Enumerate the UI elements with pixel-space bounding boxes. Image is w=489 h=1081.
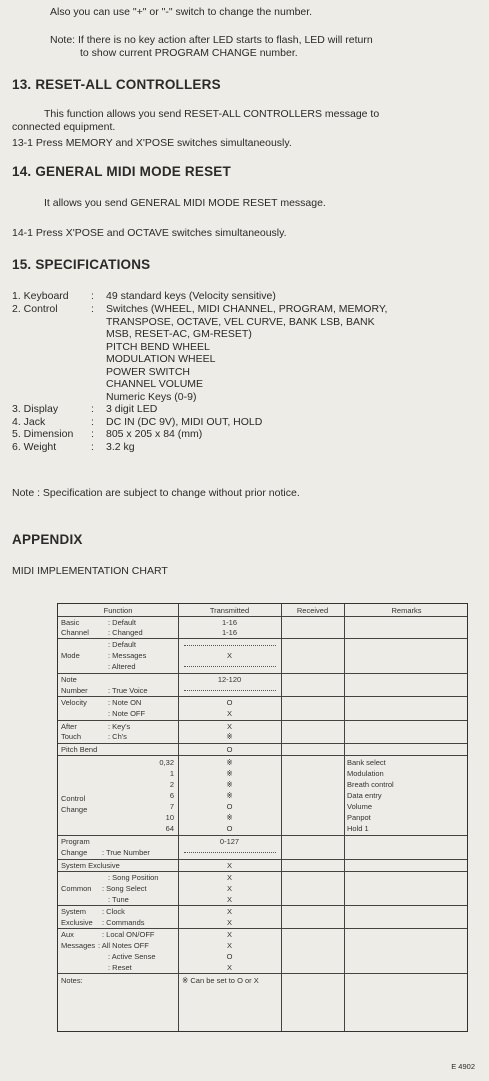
manual-page: Also you can use "+" or "-" switch to change the number. Note: If there is no key action after LED starts to flash, LED will return to show current PROGRAM CHANGE number. 13. RESET-ALL CONTROLLERS This function allows you send RESET-ALL CONTROLLERS message to connected equipment. 13-1 Press MEMORY and X'POSE switches simultaneously. 14. GENERAL MIDI MODE RESET It allows you send GENERAL MIDI MODE RESET message. 14-1 Press X'POSE and OCTAVE switches simultaneously. 15. SPECIFICATIONS 1. Keyboard : 49 standard keys (Velocity sensitive) 2. Control : Switches (WHEEL, MIDI CHANNEL, PROGRAM, MEMORY, TRANSPOSE, OCTAVE, VEL CURVE, BANK LSB, BANK MSB, RESET-AC, GM-RESET) PITCH BEND WHEEL MODULATION WHEEL POWER SWITCH CHANNEL VOLUME Numeric Keys (0-9) 3. Display : 3 digit LED 4. Jack : DC IN (DC 9V), MIDI OUT, HOLD 5. Dimension : 805 x 205 x 84 (mm) 6. Weight : 3.2 kg Note : Specification are subject to change without prior notice. APPENDIX MIDI IMPLEMENTATION CHART Function Transmitted Received Remarks Basic Channel : Default : Changed 1-16 1-16 : Default Mode : Messages : Altered X Note Number : True Voice 12-120 Velocity : Note ON : Note OFF O X After Touch : Key's : Ch's X ※ Pitch Bend O Control Change 0,32 ※ Bank select 1 ※ Modulation 2 ※ Breath control 6 ※ Data entry 7 O Volume 10 ※ Panpot 64 O Hold 1 Program Change : True Number 0-127 System Exclusive X : Song Position Common : Song Select : Tune X X X System : Clock Exclusive : Commands X X Aux : Local ON/OFF Messages : All Notes OFF : Active Sense : Reset X X O X Notes: ※ Can be set to O or X E 4902: [12, 6, 475, 1071]
row-divider: [58, 859, 467, 860]
cc-number: 7: [169, 802, 174, 811]
dotted-fill: [184, 666, 276, 667]
velocity-on-value: O: [226, 698, 233, 707]
after-label: After: [61, 722, 77, 731]
realtime-value: X: [226, 918, 232, 927]
sys-exclusive-label: System Exclusive: [61, 861, 120, 870]
section13-step: 13-1 Press MEMORY and X'POSE switches simultaneously.: [12, 137, 292, 149]
dotted-fill: [184, 690, 276, 691]
control-label: Control: [61, 794, 86, 803]
row-divider: [58, 720, 467, 721]
note-value: 12-120: [217, 675, 242, 684]
realtime-value: X: [226, 907, 232, 916]
reset-label: : Reset: [108, 963, 132, 972]
intro-note-line2: to show current PROGRAM CHANGE number.: [80, 47, 298, 59]
basic-default-label: : Default: [108, 618, 136, 627]
mode-messages-value: X: [226, 651, 232, 660]
row-divider: [58, 696, 467, 697]
cc-number: 6: [169, 791, 174, 800]
cc-number: 10: [165, 813, 174, 822]
cc-value: ※: [226, 769, 233, 778]
section13-heading: 13. RESET-ALL CONTROLLERS: [12, 77, 221, 92]
sys-exclusive-value: X: [226, 861, 232, 870]
cc-remark: Bank select: [347, 758, 386, 767]
appendix-subtitle: MIDI IMPLEMENTATION CHART: [12, 565, 168, 577]
cc-value: ※: [226, 780, 233, 789]
spec-control-cont: PITCH BEND WHEEL: [106, 340, 210, 353]
section14-step: 14-1 Press X'POSE and OCTAVE switches simultaneously.: [12, 227, 287, 239]
row-divider: [58, 973, 467, 974]
cc-value: O: [226, 824, 233, 833]
channel-label: Channel: [61, 628, 89, 637]
spec-control-cont: POWER SWITCH: [106, 365, 190, 378]
true-number-label: : True Number: [102, 848, 150, 857]
pitch-bend-value: O: [226, 745, 233, 754]
cc-remark: Panpot: [347, 813, 371, 822]
spec-control-cont: MSB, RESET-AC, GM-RESET): [106, 328, 252, 340]
spec-note: Note : Specification are subject to change without prior notice.: [12, 487, 300, 499]
cc-number: 64: [165, 824, 174, 833]
note-on-label: : Note ON: [108, 698, 142, 707]
common-label: Common: [61, 884, 92, 893]
spec-control-cont: CHANNEL VOLUME: [106, 378, 204, 390]
row-divider: [58, 755, 467, 756]
row-divider: [58, 743, 467, 744]
song-select-label: : Song Select: [102, 884, 147, 893]
header-remarks: Remarks: [391, 606, 422, 615]
section13-para-line1: This function allows you send RESET-ALL CONTROLLERS message to: [44, 108, 380, 120]
velocity-label: Velocity: [61, 698, 87, 707]
cc-number: 0,32: [159, 758, 174, 767]
common-value: X: [226, 884, 232, 893]
dotted-fill: [184, 852, 276, 853]
after-chs-value: ※: [226, 732, 233, 741]
mode-altered-label: : Altered: [108, 662, 136, 671]
active-sense-label: : Active Sense: [108, 952, 156, 961]
spec-control-cont: MODULATION WHEEL: [106, 353, 216, 365]
clock-label: : Clock: [102, 907, 125, 916]
pitch-bend-label: Pitch Bend: [61, 745, 98, 754]
mode-default-label: : Default: [108, 640, 136, 649]
table-col-divider: [344, 604, 345, 1031]
spec-control-cont: Numeric Keys (0-9): [106, 390, 197, 403]
cc-value: ※: [226, 758, 233, 767]
song-position-label: : Song Position: [108, 873, 159, 882]
exclusive-label: Exclusive: [61, 918, 93, 927]
cc-remark: Modulation: [347, 769, 384, 778]
row-divider: [58, 616, 467, 617]
cc-remark: Breath control: [347, 780, 394, 789]
row-divider: [58, 673, 467, 674]
local-label: : Local ON/OFF: [102, 930, 155, 939]
messages-label: Messages: [61, 941, 96, 950]
intro-note-line1: Note: If there is no key action after LED starts to flash, LED will return: [50, 34, 373, 46]
program-label: Program: [61, 837, 90, 846]
touch-label: Touch: [61, 732, 82, 741]
spec-control-cont: TRANSPOSE, OCTAVE, VEL CURVE, BANK LSB, BANK: [106, 315, 375, 328]
mode-messages-label: : Messages: [108, 651, 147, 660]
header-transmitted: Transmitted: [209, 606, 250, 615]
commands-label: : Commands: [102, 918, 145, 927]
row-divider: [58, 928, 467, 929]
midi-implementation-table: [57, 603, 468, 1032]
cc-remark: Hold 1: [347, 824, 369, 833]
basic-changed-value: 1-16: [221, 628, 237, 637]
intro-line: Also you can use "+" or "-" switch to change the number.: [50, 6, 313, 18]
program-value: 0-127: [219, 837, 240, 846]
mode-label: Mode: [61, 651, 80, 660]
section14-para: It allows you send GENERAL MIDI MODE RESET message.: [44, 197, 326, 209]
table-col-divider: [281, 604, 282, 1031]
change-label: Change: [61, 805, 88, 814]
system-label: System: [61, 907, 87, 916]
cc-value: ※: [226, 791, 233, 800]
aux-label: Aux: [61, 930, 74, 939]
row-divider: [58, 871, 467, 872]
common-value: X: [226, 873, 232, 882]
all-notes-off-label: : All Notes OFF: [98, 941, 149, 950]
row-divider: [58, 905, 467, 906]
tune-label: : Tune: [108, 895, 129, 904]
appendix-heading: APPENDIX: [12, 532, 83, 547]
section15-heading: 15. SPECIFICATIONS: [12, 257, 151, 272]
section14-heading: 14. GENERAL MIDI MODE RESET: [12, 164, 231, 179]
row-divider: [58, 835, 467, 836]
notes-label: Notes:: [61, 976, 83, 985]
number-label: Number: [61, 686, 88, 695]
dotted-fill: [184, 645, 276, 646]
note-off-label: : Note OFF: [108, 709, 146, 718]
page-code: E 4902: [451, 1062, 475, 1071]
cc-number: 1: [169, 769, 174, 778]
aux-value: O: [226, 952, 233, 961]
header-received: Received: [296, 606, 329, 615]
chs-label: : Ch's: [108, 732, 127, 741]
basic-default-value: 1-16: [221, 618, 237, 627]
basic-label: Basic: [61, 618, 80, 627]
after-keys-value: X: [226, 722, 232, 731]
basic-changed-label: : Changed: [108, 628, 143, 637]
velocity-off-value: X: [226, 709, 232, 718]
aux-value: X: [226, 941, 232, 950]
true-voice-label: : True Voice: [108, 686, 148, 695]
aux-value: X: [226, 930, 232, 939]
aux-value: X: [226, 963, 232, 972]
cc-value: ※: [226, 813, 233, 822]
program-change-label: Change: [61, 848, 88, 857]
cc-remark: Data entry: [347, 791, 382, 800]
note-label: Note: [61, 675, 77, 684]
row-divider: [58, 638, 467, 639]
common-value: X: [226, 895, 232, 904]
section13-para-line2: connected equipment.: [12, 121, 116, 133]
cc-remark: Volume: [347, 802, 373, 811]
cc-value: O: [226, 802, 233, 811]
notes-text: ※ Can be set to O or X: [182, 976, 259, 985]
keys-label: : Key's: [108, 722, 131, 731]
cc-number: 2: [169, 780, 174, 789]
header-function: Function: [103, 606, 133, 615]
